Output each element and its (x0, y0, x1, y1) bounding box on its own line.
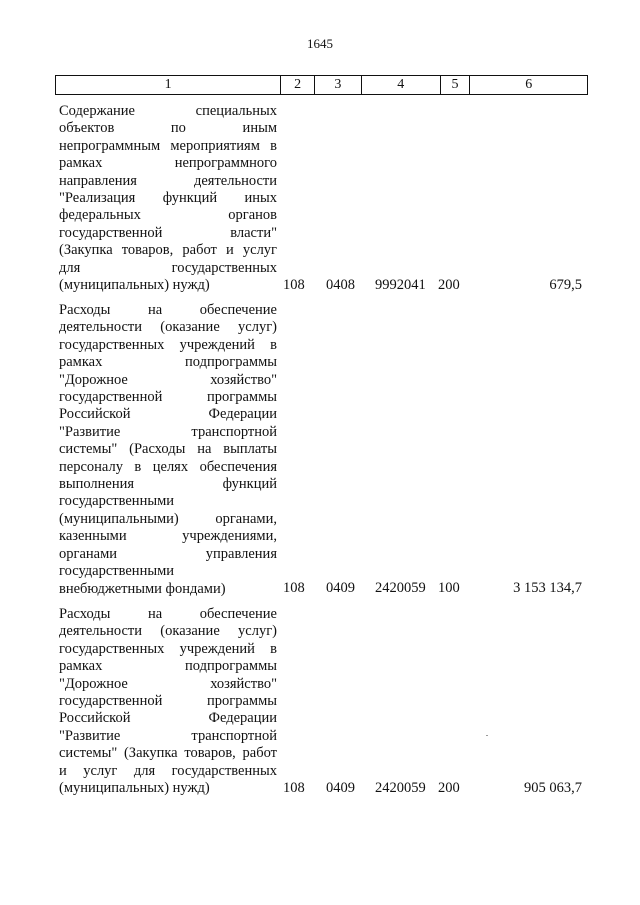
description-line: деятельности (оказание услуг) (59, 319, 277, 336)
description-line: (муниципальных) нужд) (59, 780, 210, 797)
description-line: персоналу в целях обеспечения (59, 458, 277, 475)
description-line: деятельности (оказание услуг) (59, 623, 277, 640)
header-col-2: 2 (281, 76, 315, 94)
header-col-3: 3 (315, 76, 362, 94)
description-line: государственными (59, 563, 175, 580)
description-line: "Развитие транспортной (59, 727, 277, 744)
cell-expense-type: 200 (438, 780, 460, 796)
description-line: государственными (59, 493, 175, 510)
page-number: 1645 (307, 36, 333, 51)
table-row (55, 103, 588, 293)
description-line: органами управления (59, 545, 277, 562)
cell-expense-type: 100 (438, 580, 460, 596)
row-description (59, 606, 277, 797)
description-line: государственных учреждений в (59, 336, 277, 353)
description-line: для государственных (59, 259, 277, 276)
description-line: и услуг для государственных (59, 762, 277, 779)
table-header-row (55, 75, 588, 95)
cell-section: 0408 (326, 277, 355, 293)
cell-chapter: 108 (283, 580, 305, 596)
cell-section: 0409 (326, 780, 355, 796)
cell-target-article: 9992041 (375, 277, 426, 293)
cell-target-article: 2420059 (375, 580, 426, 596)
cell-chapter: 108 (283, 780, 305, 796)
header-col-5: 5 (441, 76, 471, 94)
cell-expense-type: 200 (438, 277, 460, 293)
table-row (55, 606, 588, 796)
description-line: Содержание специальных (59, 103, 277, 119)
description-line: системы" (Закупка товаров, работ (59, 745, 277, 762)
row-description (59, 302, 277, 598)
cell-section: 0409 (326, 580, 355, 596)
description-line: (муниципальных) нужд) (59, 277, 210, 294)
header-col-1: 1 (56, 76, 281, 94)
description-line: направления деятельности (59, 172, 277, 189)
description-line: "Развитие транспортной (59, 423, 277, 440)
header-col-6: 6 (525, 77, 533, 92)
cell-amount: 679,5 (549, 277, 582, 293)
cell-amount: 905 063,7 (524, 780, 582, 796)
description-line: государственной власти" (59, 224, 277, 241)
description-line: "Дорожное хозяйство" (59, 675, 277, 692)
description-line: Российской Федерации (59, 710, 277, 727)
header-col-4: 4 (362, 76, 441, 94)
description-line: рамках подпрограммы (59, 658, 277, 675)
description-line: объектов по иным (59, 120, 277, 137)
row-description (59, 103, 277, 294)
description-line: государственной программы (59, 693, 277, 710)
description-line: непрограммным мероприятиям в (59, 137, 277, 154)
description-line: "Реализация функций иных (59, 190, 277, 207)
description-line: федеральных органов (59, 207, 277, 224)
description-line: системы" (Расходы на выплаты (59, 441, 277, 458)
scan-speck (486, 735, 488, 736)
description-line: внебюджетными фондами) (59, 580, 226, 597)
cell-chapter: 108 (283, 277, 305, 293)
description-line: (муниципальными) органами, (59, 510, 277, 527)
description-line: (Закупка товаров, работ и услуг (59, 242, 277, 259)
description-line: выполнения функций (59, 476, 277, 493)
description-line: Российской Федерации (59, 406, 277, 423)
cell-target-article: 2420059 (375, 780, 426, 796)
table-row (55, 302, 588, 597)
description-line: рамках непрограммного (59, 155, 277, 172)
description-line: "Дорожное хозяйство" (59, 371, 277, 388)
description-line: государственных учреждений в (59, 640, 277, 657)
description-line: рамках подпрограммы (59, 354, 277, 371)
description-line: государственной программы (59, 389, 277, 406)
description-line: Расходы на обеспечение (59, 302, 277, 318)
description-line: казенными учреждениями, (59, 528, 277, 545)
cell-amount: 3 153 134,7 (513, 580, 582, 596)
description-line: Расходы на обеспечение (59, 606, 277, 622)
